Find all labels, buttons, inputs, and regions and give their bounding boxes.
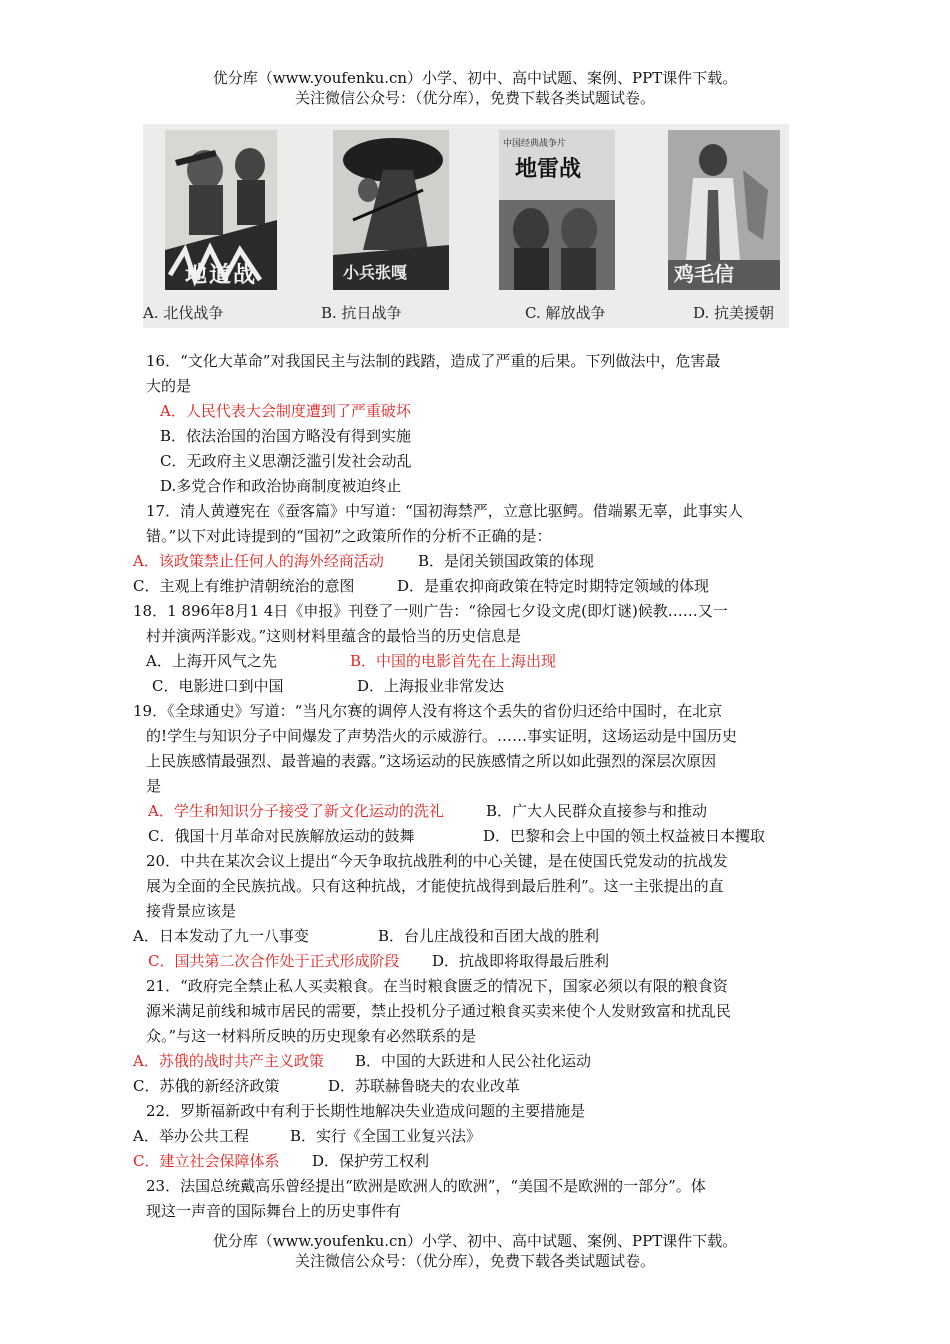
q22-option-d: D．保护劳工权利 [312,1152,430,1170]
poster-caption-a: A. 北伐战争 [143,304,224,322]
q20-stem-line-2: 展为全面的全民族抗战。只有这种抗战，才能使抗战得到最后胜利”。这一主张提出的直 [146,877,724,895]
footer-line-1: 优分库（www.youfenku.cn）小学、初中、高中试题、案例、PPT课件下载。 [212,1232,738,1250]
q19-option-d: D．巴黎和会上中国的领土权益被日本攫取 [483,827,766,845]
movie-posters-figure [143,124,789,328]
poster-feather-letter [668,130,780,290]
poster-caption-b: B. 抗日战争 [321,304,402,322]
q17-option-a: A．该政策禁止任何人的海外经商活动 [133,552,384,570]
q19-option-b: B．广大人民群众直接参与和推动 [486,802,708,820]
poster-1-title: 地道战 [185,262,258,288]
q21-stem-line-3: 众。”与这一材料所反映的历史现象有必然联系的是 [146,1027,477,1045]
q21-option-b: B．中国的大跃进和人民公社化运动 [355,1052,592,1070]
q16-option-a: A．人民代表大会制度遭到了严重破坏 [160,402,411,420]
q23-stem-line-2: 现这一声音的国际舞台上的历史事件有 [146,1202,402,1220]
q19-stem-line-1: 19．《全球通史》写道：“当凡尔赛的调停人没有将这个丢失的省份归还给中国时，在北京 [133,702,723,720]
q17-option-c: C．主观上有维护清朝统治的意图 [133,577,355,595]
poster-caption-d: D. 抗美援朝 [693,304,775,322]
q20-option-b: B．台儿庄战役和百团大战的胜利 [378,927,600,945]
poster-2-title: 小兵张嘎 [343,263,408,282]
q19-stem-line-4: 是 [146,777,162,795]
header-line-1: 优分库（www.youfenku.cn）小学、初中、高中试题、案例、PPT课件下载。 [212,69,738,87]
q17-option-d: D．是重农抑商政策在特定时期特定领域的体现 [397,577,710,595]
page-footer [0,1231,950,1271]
q20-option-d: D．抗战即将取得最后胜利 [432,952,610,970]
poster-3-title: 地雷战 [515,156,582,182]
q22-option-b: B．实行《全国工业复兴法》 [290,1127,482,1145]
q18-option-c: C．电影进口到中国 [152,677,284,695]
poster-tunnel-war [165,130,277,290]
q18-option-b: B．中国的电影首先在上海出现 [350,652,557,670]
q21-option-c: C．苏俄的新经济政策 [133,1077,280,1095]
q18-option-d: D．上海报业非常发达 [357,677,505,695]
q19-stem-line-2: 的!学生与知识分子中间爆发了声势浩火的示威游行。……事实证明，这场运动是中国历史 [146,727,738,745]
footer-line-2: 关注微信公众号：（优分库），免费下载各类试题试卷。 [294,1252,655,1270]
poster-4-title: 鸡毛信 [674,262,734,286]
q19-option-c: C．俄国十月革命对民族解放运动的鼓舞 [148,827,415,845]
q21-option-d: D．苏联赫鲁晓夫的农业改革 [328,1077,521,1095]
q17-stem-line-2: 错。”以下对此诗提到的“国初”之政策所作的分析不正确的是： [146,527,552,545]
q20-stem-line-1: 20．中共在某次会议上提出“今天争取抗战胜利的中心关键，是在使国氏党发动的抗战发 [146,852,728,870]
q21-option-a: A．苏俄的战时共产主义政策 [133,1052,324,1070]
q20-stem-line-3: 接背景应该是 [146,902,237,920]
q22-option-a: A．举办公共工程 [133,1127,249,1145]
q22-option-c: C．建立社会保障体系 [133,1152,280,1170]
q16-option-d: D.多党合作和政治协商制度被迫终止 [160,477,402,495]
poster-caption-c: C. 解放战争 [525,304,606,322]
q17-stem-line-1: 17．清人黄遵宪在《蚕客篇》中写道：“国初海禁严，立意比驱鳄。借端累无辜，此事实人 [146,502,743,520]
poster-mine-war [499,130,615,290]
q20-option-a: A．日本发动了九一八事变 [133,927,309,945]
q21-stem-line-1: 21．“政府完全禁止私人买卖粮食。在当时粮食匮乏的情况下，国家必须以有限的粮食资 [146,977,728,995]
q20-option-c: C．国共第二次合作处于正式形成阶段 [148,952,400,970]
q22-stem-line-1: 22．罗斯福新政中有利于长期性地解决失业造成问题的主要措施是 [146,1102,586,1120]
q18-option-a: A．上海开风气之先 [146,652,277,670]
q17-option-b: B．是闭关锁国政策的体现 [418,552,595,570]
q19-option-a-label [148,800,444,822]
q21-stem-line-2: 源米满足前线和城市居民的需要，禁止投机分子通过粮食买卖来使个人发财致富和扰乱民 [146,1002,732,1020]
q16-stem-line-2: 大的是 [146,377,192,395]
poster-little-soldier [333,130,449,290]
q16-option-c: C．无政府主义思潮泛滥引发社会动乱 [160,452,412,470]
q23-stem-line-1: 23．法国总统戴高乐曾经提出“欧洲是欧洲人的欧洲”，“美国不是欧洲的一部分”。体 [146,1177,706,1195]
q19-option-a: A．学生和知识分子接受了新文化运动的洗礼 [148,802,444,820]
q16-option-b: B．依法治国的治国方略没有得到实施 [160,427,412,445]
page-header [0,68,950,108]
q19-stem-line-3: 上民族感情最强烈、最普遍的表露。”这场运动的民族感情之所以如此强烈的深层次原因 [146,752,717,770]
q18-stem-line-2: 村并演两洋影戏。”这则材料里蕴含的最恰当的历史信息是 [146,627,522,645]
q16-stem-line-1: 16．“文化大革命”对我国民主与法制的践踏，造成了严重的后果。下列做法中，危害最 [146,352,721,370]
poster-3-top-label: 中国经典战争片 [503,139,567,149]
header-line-2: 关注微信公众号：（优分库），免费下载各类试题试卷。 [294,89,655,107]
q18-stem-line-1: 18．1 896年8月1 4日《申报》刊登了一则广告：“徐园七夕设文虎(即灯谜)候教……又一 [133,602,728,620]
